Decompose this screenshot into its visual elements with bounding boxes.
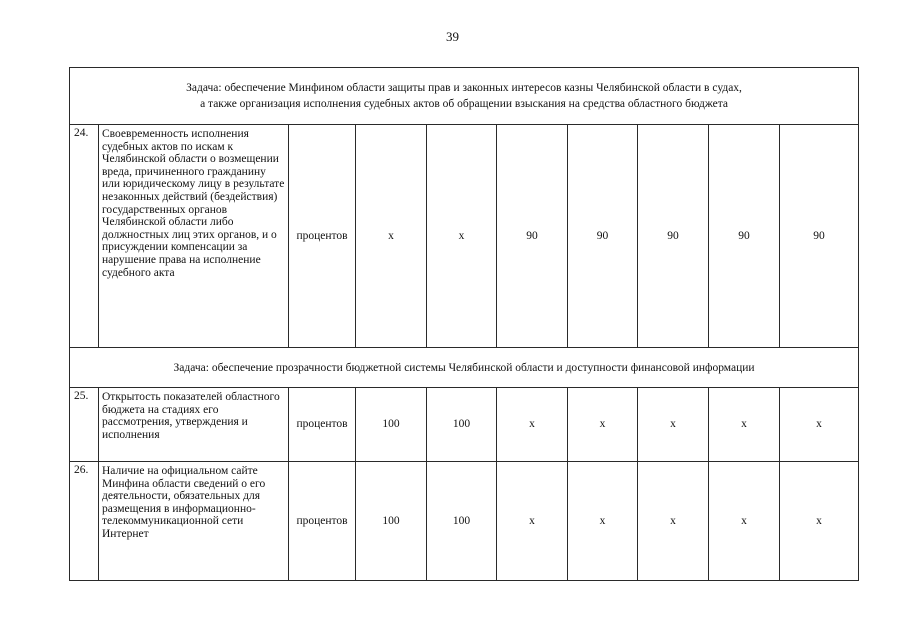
value-cell: 90 [709,125,780,348]
indicator-name: Своевременность исполнения судебных актов по искам к Челябинской области о возмещении вреда, причиненного гражданину или юридическому лицу в результате незаконных действий (бездействия) государственных органов Челябинской области либо должностных лиц этих органов, и о присуждении компенсации за нарушение права на исполнение судебного акта [99,125,289,348]
value-cell: 90 [497,125,568,348]
page-number: 39 [446,29,459,44]
value-cell: x [709,388,780,462]
row-number: 26. [70,462,99,581]
value-cell: 100 [356,388,427,462]
task-row [70,348,859,388]
row-number: 24. [70,125,99,348]
value-cell: x [568,462,638,581]
indicator-name: Открытость показателей областного бюджета на стадиях его рассмотрения, утверждения и исполнения [99,388,289,462]
value-cell: x [780,462,859,581]
value-cell: 90 [568,125,638,348]
value-cell: x [427,125,497,348]
unit-cell: процентов [289,462,356,581]
indicator-name: Наличие на официальном сайте Минфина области сведений о его деятельности, обязательных для размещения в информационно-телекоммуникационной сети Интернет [99,462,289,581]
table-row [70,125,859,348]
value-cell: 100 [356,462,427,581]
task-heading-line: Задача: обеспечение прозрачности бюджетной системы Челябинской области и доступности финансовой информации [173,361,755,374]
task-heading-line: Задача: обеспечение Минфином области защиты прав и законных интересов казны Челябинской области в судах, [186,82,742,94]
table-row [70,462,859,581]
value-cell: x [709,462,780,581]
task-heading [70,68,859,125]
value-cell: x [497,462,568,581]
value-cell: 90 [780,125,859,348]
value-cell: x [497,388,568,462]
value-cell: x [780,388,859,462]
value-cell: 100 [427,462,497,581]
value-cell: 100 [427,388,497,462]
value-cell: x [638,388,709,462]
table-row [70,388,859,462]
value-cell: x [638,462,709,581]
value-cell: x [568,388,638,462]
task-row [70,68,859,125]
row-number: 25. [70,388,99,462]
task-heading [70,348,859,388]
indicators-table [69,67,859,581]
value-cell: x [356,125,427,348]
task-heading-line: а также организация исполнения судебных актов об обращении взыскания на средства областного бюджета [200,98,728,110]
unit-cell: процентов [289,125,356,348]
unit-cell: процентов [289,388,356,462]
value-cell: 90 [638,125,709,348]
